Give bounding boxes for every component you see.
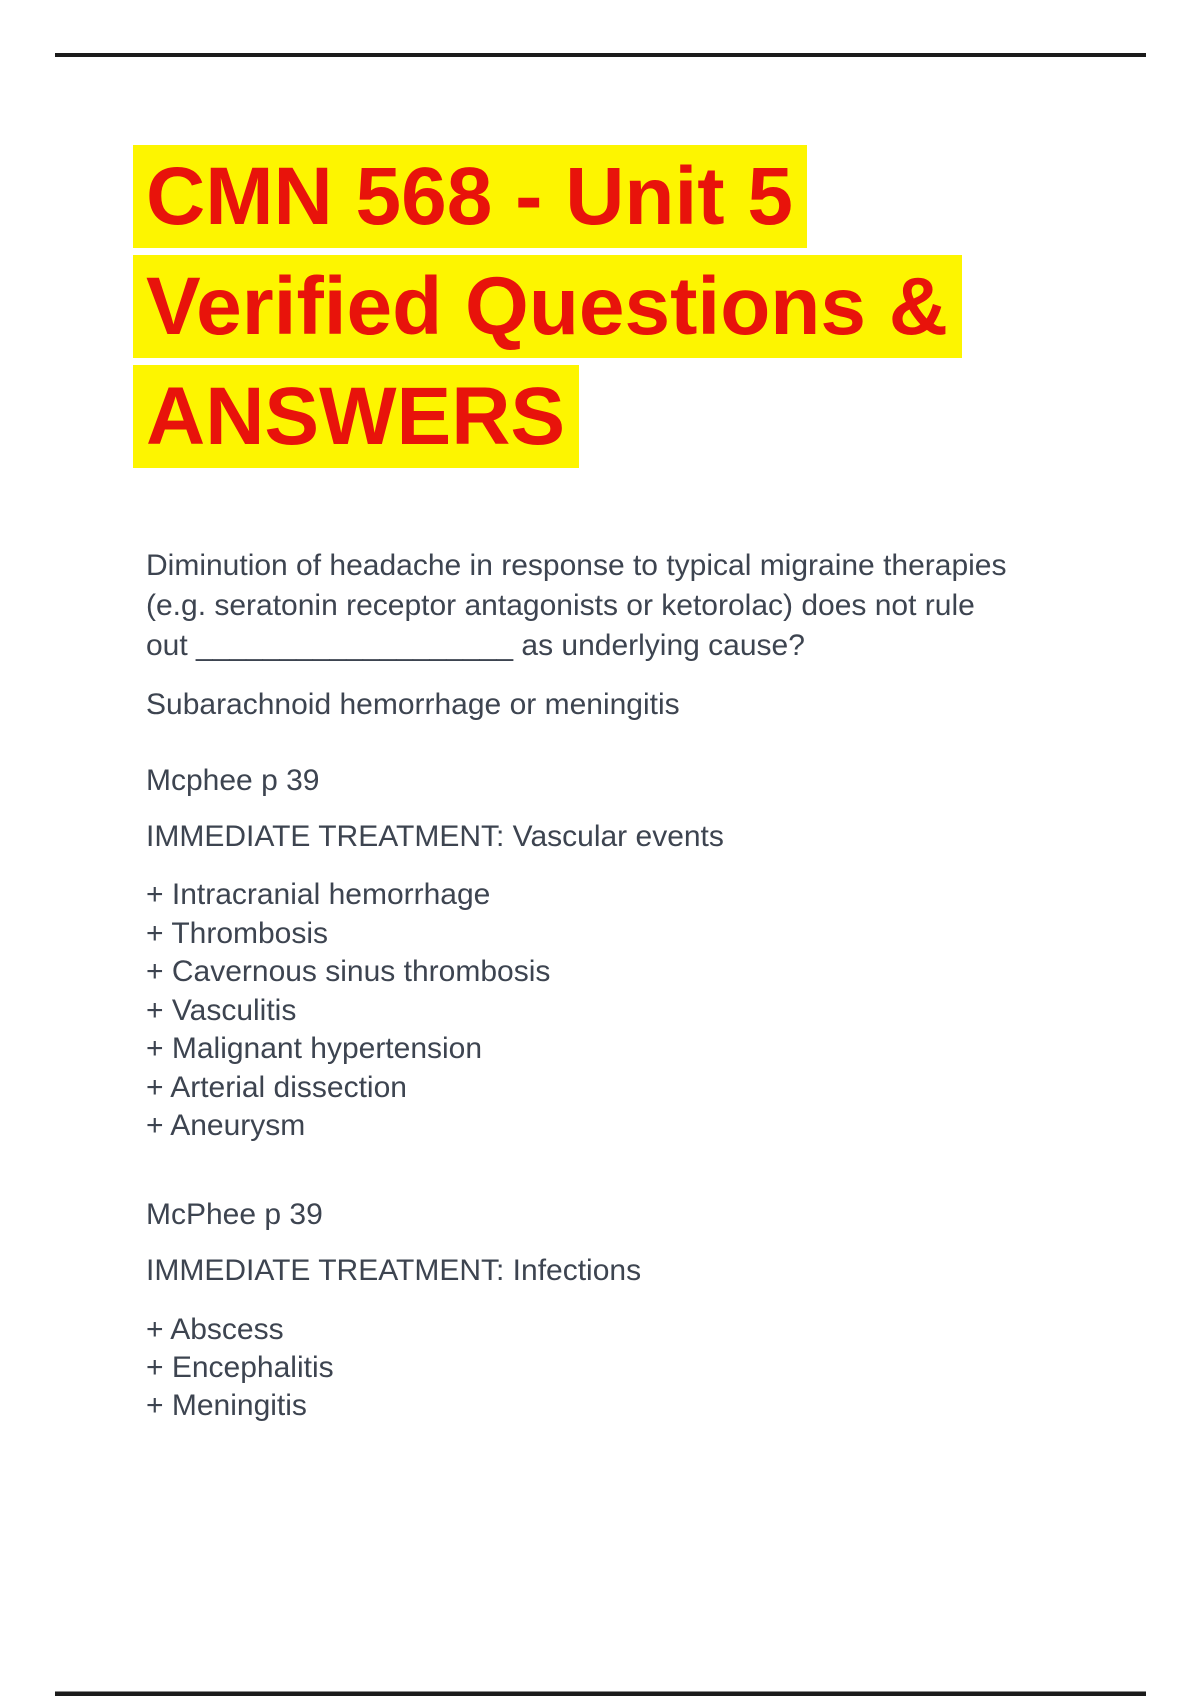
title-line-2 [133, 255, 962, 358]
question-1-line: out ___________________ as underlying cause? [146, 629, 805, 662]
question-3-heading: IMMEDIATE TREATMENT: Infections [146, 1254, 642, 1287]
bottom-divider-line [55, 1691, 1146, 1696]
top-divider-line [55, 53, 1146, 57]
list-item: + Aneurysm [146, 1109, 306, 1142]
answer-1-text: Subarachnoid hemorrhage or meningitis [146, 688, 680, 721]
question-2-heading: IMMEDIATE TREATMENT: Vascular events [146, 820, 724, 853]
list-item: + Thrombosis [146, 916, 329, 950]
question-1-line: (e.g. seratonin receptor antagonists or ketorolac) does not rule [146, 589, 975, 622]
list-item: + Abscess [146, 1313, 284, 1346]
list-item: + Vasculitis [146, 993, 297, 1027]
title-line-3 [133, 365, 962, 468]
list-item: + Intracranial hemorrhage [146, 878, 491, 911]
list-item: + Cavernous sinus thrombosis [146, 955, 551, 988]
reference-2-text: McPhee p 39 [146, 1198, 323, 1231]
question-1-paragraph [146, 546, 1136, 666]
list-item: + Encephalitis [146, 1351, 334, 1384]
list-item: + Malignant hypertension [146, 1032, 483, 1065]
title-highlight-text: CMN 568 - Unit 5 [133, 145, 807, 248]
question-1-line: Diminution of headache in response to typical migraine therapies [146, 549, 1007, 582]
answer-3-list [146, 1311, 1136, 1425]
document-title [133, 145, 962, 475]
list-item: + Arterial dissection [146, 1070, 407, 1104]
list-item: + Meningitis [146, 1389, 307, 1422]
answer-2-list [146, 876, 1136, 1146]
reference-1-text: Mcphee p 39 [146, 764, 320, 797]
title-line-1 [133, 145, 962, 248]
title-highlight-text: ANSWERS [133, 365, 579, 468]
title-highlight-text: Verified Questions & [133, 255, 962, 358]
